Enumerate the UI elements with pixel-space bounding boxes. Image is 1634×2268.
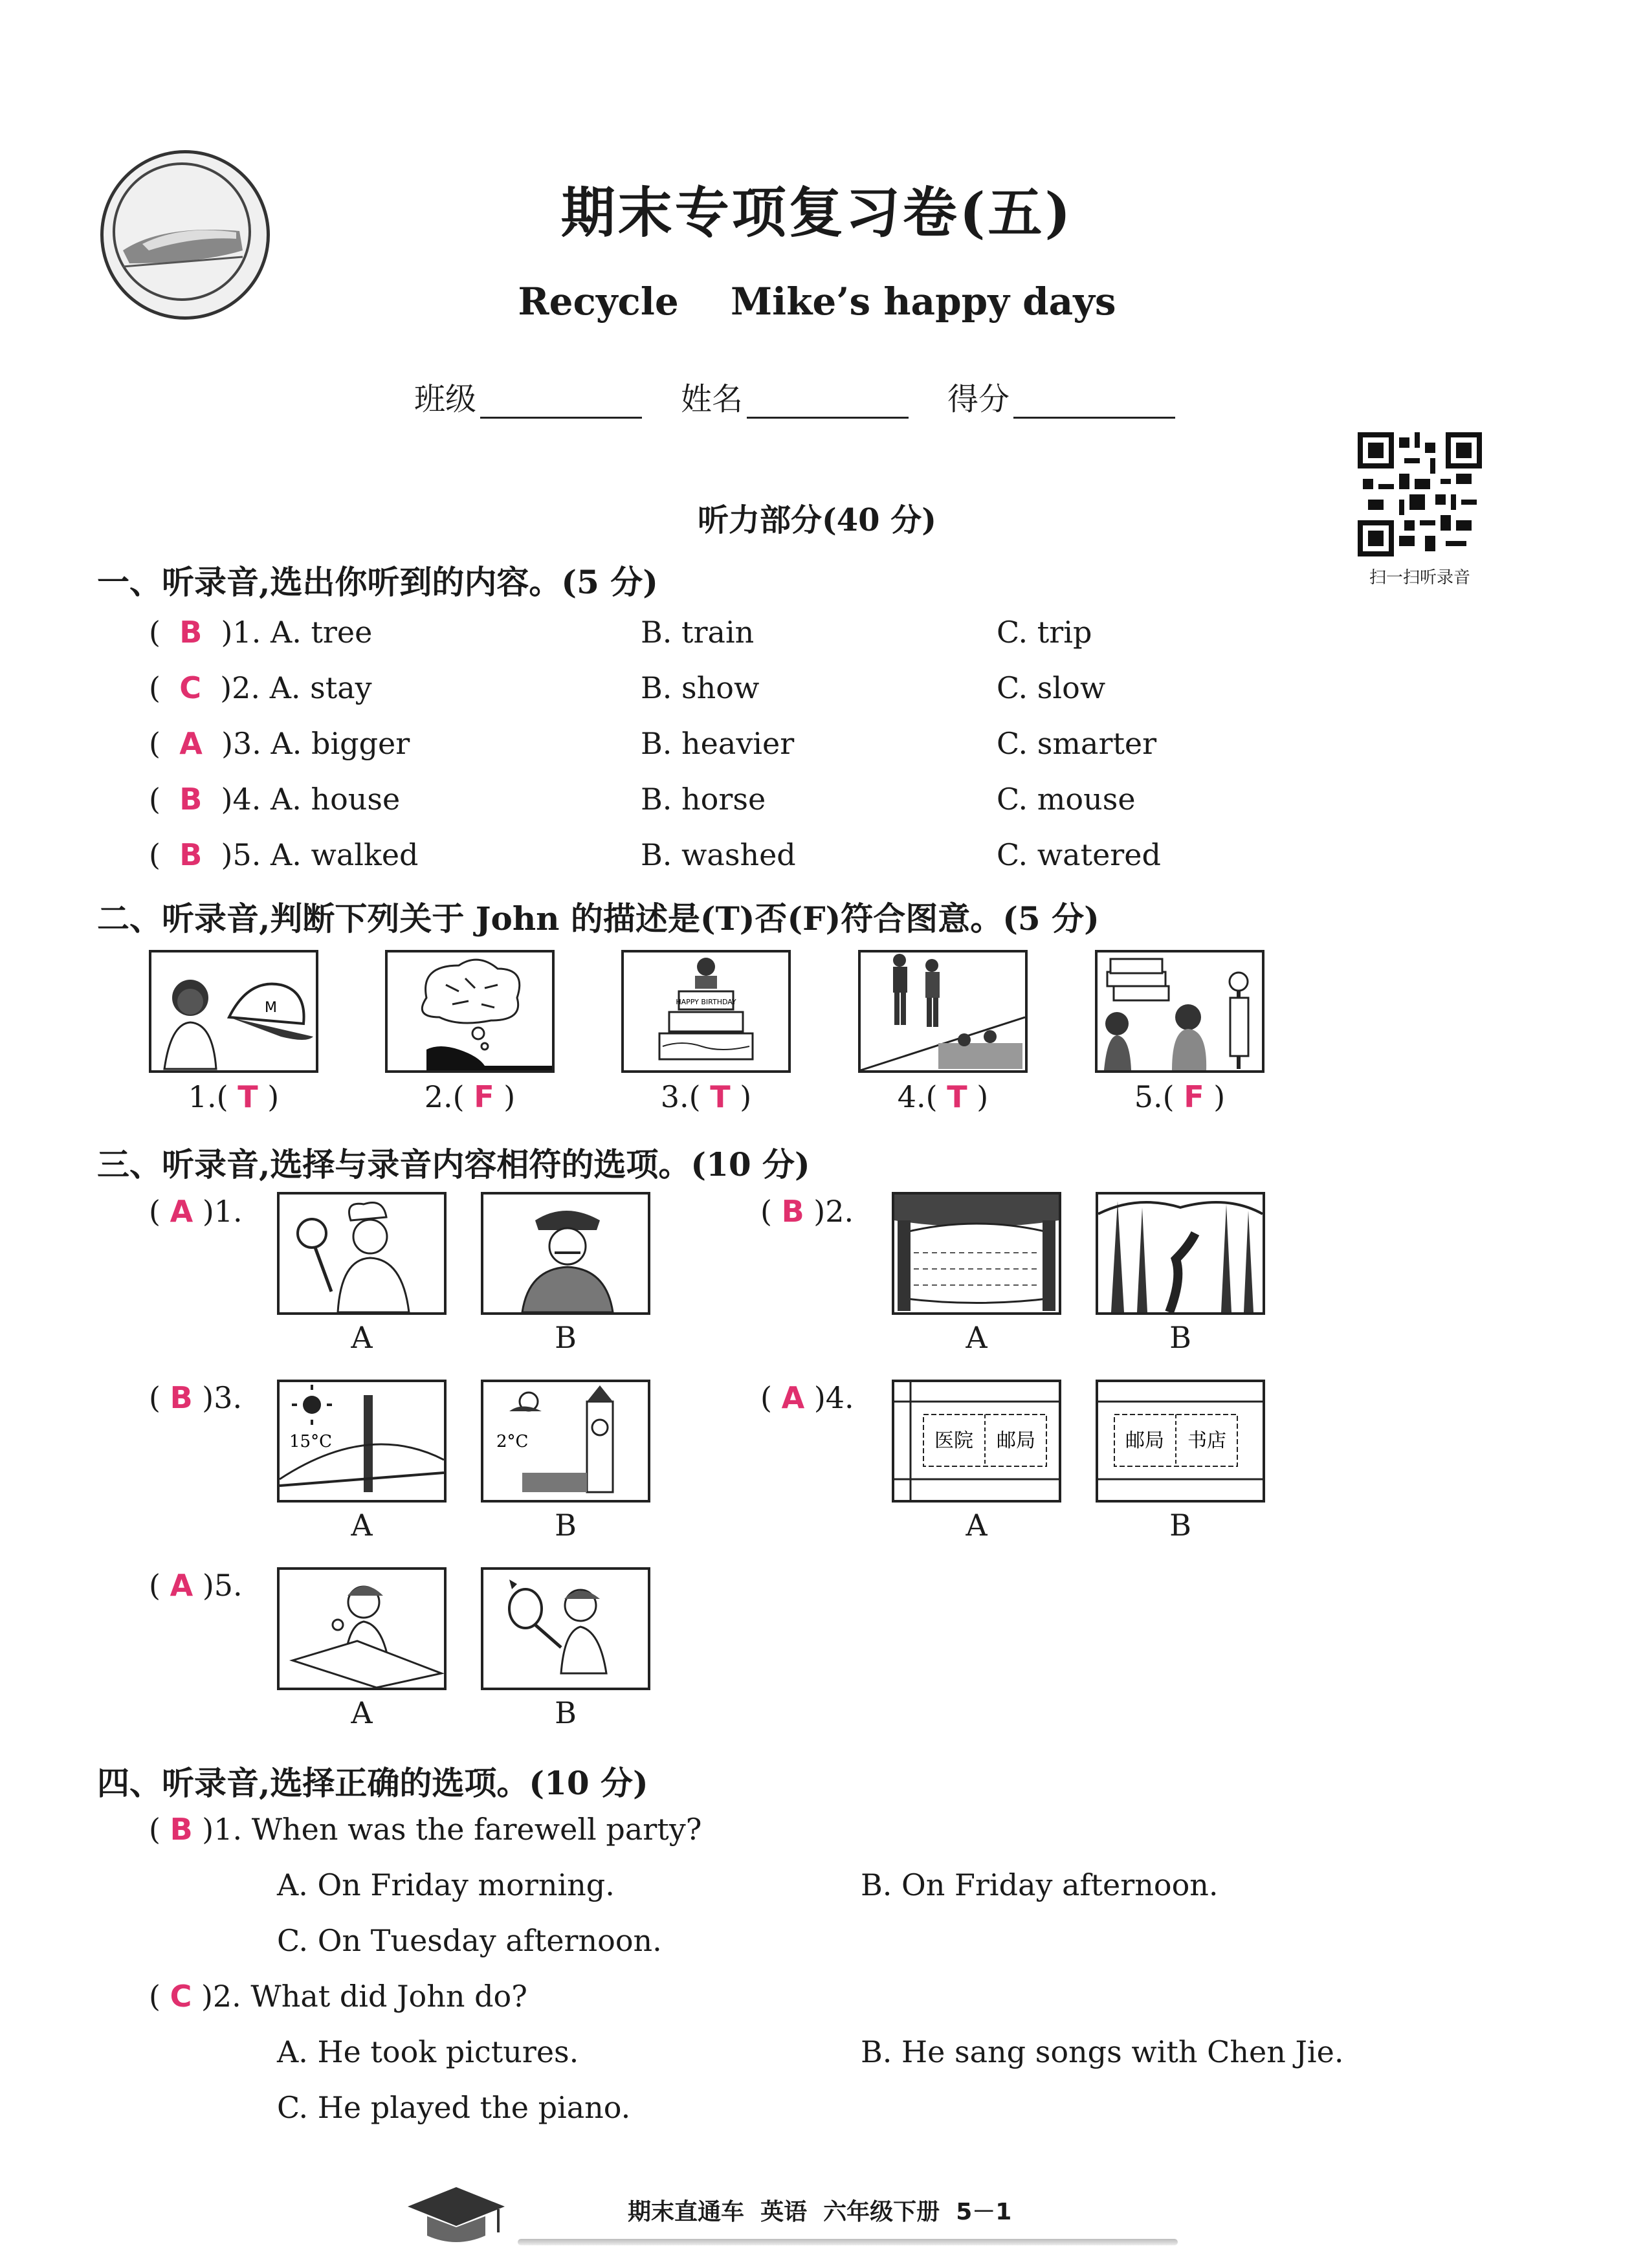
sec1-number: )1. [221, 615, 261, 650]
sec1-row-1: ( B )1. A. tree B. train C. trip [149, 615, 1092, 650]
sec3-q1-opt-b: B [555, 1320, 577, 1355]
section-1-title: 一、听录音,选出你听到的内容。(5 分) [97, 563, 658, 601]
sec2-answer-2: 2.( F ) [424, 1079, 516, 1114]
sec1-answer[interactable]: B [179, 837, 203, 872]
score-field[interactable]: 得分 [947, 374, 1175, 419]
footer-text: 期末直通车 英语 六年级下册 5－1 [628, 2199, 1012, 2225]
subtitle-left: Recycle [518, 280, 679, 324]
sec1-number: )5. [221, 837, 261, 872]
sec3-q5-opt-b: B [555, 1695, 577, 1730]
sec4-q2: ( C )2. What did John do? [149, 1979, 527, 2014]
sec1-option-c: C. trip [997, 615, 1092, 650]
sec3-q2-label: ( B )2. [760, 1194, 854, 1229]
sec4-q1-opt-a: A. On Friday morning. [277, 1867, 615, 1902]
sec3-q2-opt-b: B [1169, 1320, 1191, 1355]
class-field[interactable]: 班级 [414, 374, 642, 419]
section-3-title: 三、听录音,选择与录音内容相符的选项。(10 分) [97, 1145, 810, 1184]
sec2-answer-3: 3.( T ) [660, 1079, 752, 1114]
sec2-answer-4: 4.( T ) [897, 1079, 989, 1114]
picture-2-thinking [385, 950, 555, 1073]
sec1-row-4: ( B )4. A. house B. horse C. mouse [149, 782, 1136, 817]
sec3-q5-picture-b-badminton [481, 1567, 650, 1690]
sec3-q1-picture-a-chef [277, 1192, 447, 1315]
sec1-answer[interactable]: B [179, 615, 203, 650]
sec1-option-c: C. watered [997, 837, 1161, 872]
picture-3-birthday-cake [621, 950, 791, 1073]
sec3-q3-picture-b-big-ben [481, 1380, 650, 1503]
sec3-q3-label: ( B )3. [149, 1380, 243, 1415]
graduation-cap-icon [401, 2181, 511, 2252]
sec1-option-a: A. tree [270, 615, 373, 650]
sec1-option-a: A. bigger [270, 726, 410, 761]
map-a-post-office: 邮局 [997, 1429, 1035, 1452]
page-title: 期末专项复习卷(五) [560, 181, 1074, 245]
map-b-bookshop: 书店 [1187, 1429, 1226, 1452]
map-b-post-office: 邮局 [1125, 1429, 1164, 1452]
sec3-q4-label: ( A )4. [760, 1380, 854, 1415]
sec1-row-2: ( C )2. A. stay B. show C. slow [149, 670, 1106, 705]
page-subtitle [0, 280, 1634, 324]
sec3-q1-opt-a: A [351, 1320, 373, 1355]
sec3-q5-label: ( A )5. [149, 1568, 243, 1603]
sec1-option-b: B. show [641, 670, 760, 705]
cake-text: HAPPY BIRTHDAY [676, 998, 736, 1006]
picture-4-standing [858, 950, 1028, 1073]
sec1-number: )4. [221, 782, 261, 817]
sec3-q3-opt-b: B [555, 1508, 577, 1543]
sec1-answer[interactable]: C [179, 670, 201, 705]
sec4-q2-opt-a: A. He took pictures. [277, 2034, 579, 2069]
sec3-q4-picture-a-map [892, 1380, 1061, 1503]
sec2-answer-5: 5.( F ) [1134, 1079, 1226, 1114]
picture-1-boy-cap [149, 950, 318, 1073]
sec3-q5-picture-a-ping-pong [277, 1567, 447, 1690]
sec4-q2-opt-c: C. He played the piano. [277, 2090, 631, 2125]
sec1-option-a: A. walked [270, 837, 419, 872]
sec1-option-c: C. slow [997, 670, 1106, 705]
sec1-option-b: B. washed [641, 837, 796, 872]
sec4-q2-opt-b: B. He sang songs with Chen Jie. [861, 2034, 1344, 2069]
sec3-q5-opt-a: A [351, 1695, 373, 1730]
sec3-q2-picture-b-forest [1096, 1192, 1265, 1315]
sec1-option-b: B. horse [641, 782, 766, 817]
sec3-q4-picture-b-map [1096, 1380, 1265, 1503]
sec3-q4-opt-b: B [1169, 1508, 1191, 1543]
sec3-q3-opt-a: A [351, 1508, 373, 1543]
temp-b: 2°C [496, 1432, 529, 1451]
picture-5-bus-stop [1095, 950, 1264, 1073]
student-fields [414, 374, 1175, 419]
sec4-q1: ( B )1. When was the farewell party? [149, 1812, 702, 1847]
sec1-number: )3. [221, 726, 261, 761]
sec1-option-a: A. stay [269, 670, 372, 705]
sec3-q3-picture-a-bridge [277, 1380, 447, 1503]
section-2-title: 二、听录音,判断下列关于 John 的描述是(T)否(F)符合图意。(5 分) [97, 899, 1099, 938]
sec3-q1-label: ( A )1. [149, 1194, 243, 1229]
sec1-row-5: ( B )5. A. walked B. washed C. watered [149, 837, 1161, 872]
section-4-title: 四、听录音,选择正确的选项。(10 分) [97, 1764, 648, 1802]
sec3-q4-opt-a: A [966, 1508, 988, 1543]
cap-letter: M [265, 1000, 277, 1016]
sec1-answer[interactable]: B [179, 782, 203, 817]
sec4-q1-opt-b: B. On Friday afternoon. [861, 1867, 1219, 1902]
sec1-number: )2. [220, 670, 261, 705]
subtitle-right: Mike’s happy days [730, 280, 1116, 324]
map-a-hospital: 医院 [934, 1429, 973, 1452]
name-field[interactable]: 姓名 [681, 374, 909, 419]
sec4-q1-opt-c: C. On Tuesday afternoon. [277, 1923, 662, 1958]
sec3-q2-picture-a-lake [892, 1192, 1061, 1315]
sec3-q1-picture-b-officer [481, 1192, 650, 1315]
sec1-option-a: A. house [270, 782, 401, 817]
sec1-option-b: B. heavier [641, 726, 795, 761]
sec1-answer[interactable]: A [179, 726, 203, 761]
sec1-option-b: B. train [641, 615, 755, 650]
sec1-row-3: ( A )3. A. bigger B. heavier C. smarter [149, 726, 1157, 761]
sec3-q2-opt-a: A [966, 1320, 988, 1355]
temp-a: 15°C [289, 1432, 332, 1451]
qr-caption: 扫一扫听录音 [1369, 568, 1470, 588]
sec1-option-c: C. mouse [997, 782, 1136, 817]
listening-part-heading: 听力部分(40 分) [698, 502, 936, 538]
sec1-option-c: C. smarter [997, 726, 1157, 761]
sec2-answer-1: 1.( T ) [188, 1079, 280, 1114]
